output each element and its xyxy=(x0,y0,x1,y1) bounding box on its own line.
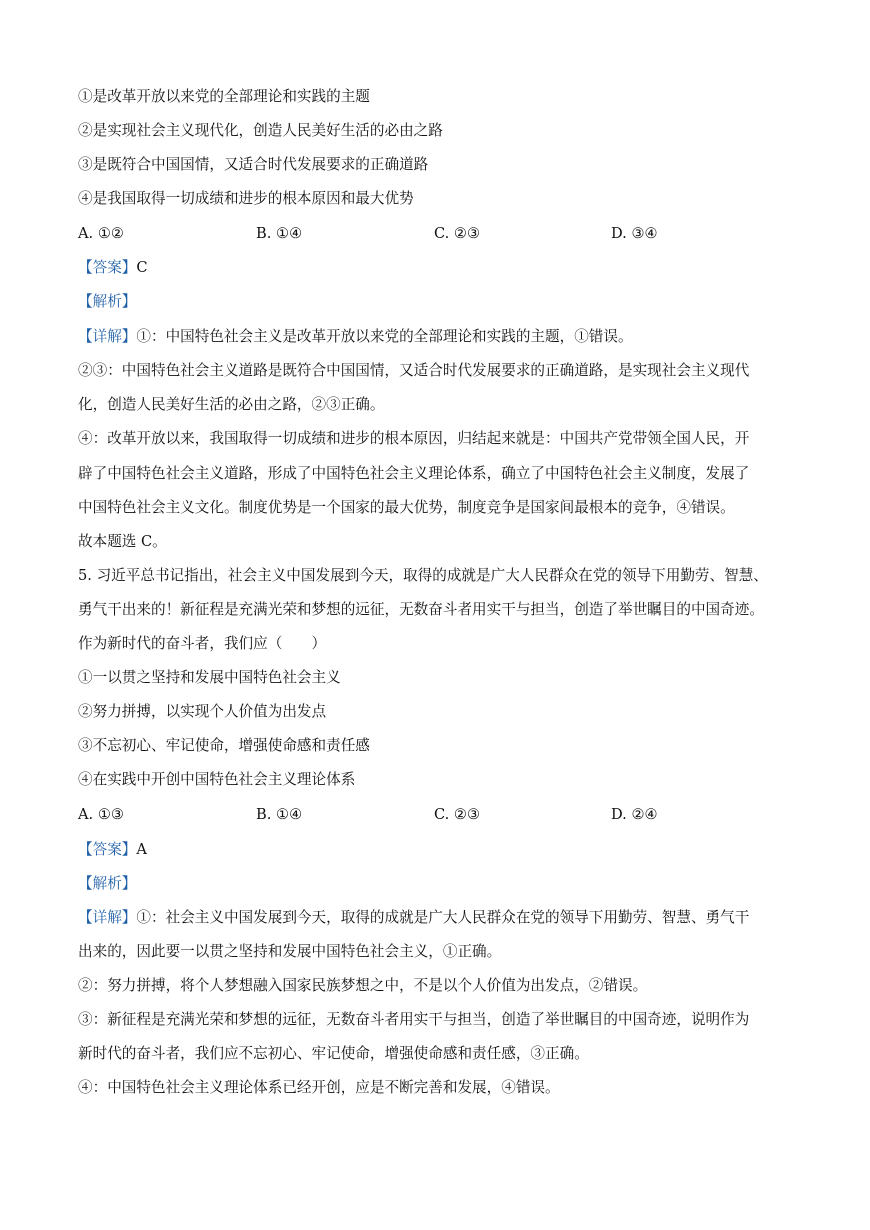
q5-detail-line-3: ②：努力拼搏，将个人梦想融入国家民族梦想之中，不是以个人价值为出发点，②错误。 xyxy=(78,977,648,994)
answer-tag: 【答案】 xyxy=(78,259,137,276)
q4-item-2: ②是实现社会主义现代化，创造人民美好生活的必由之路 xyxy=(78,122,443,139)
analysis-tag: 【解析】 xyxy=(78,875,137,892)
q5-item-3: ③不忘初心、牢记使命，增强使命感和责任感 xyxy=(78,737,370,754)
q4-detail-line-5: 辟了中国特色社会主义道路，形成了中国特色社会主义理论体系，确立了中国特色社会主义制度，发展了 xyxy=(78,465,750,482)
q5-analysis-heading xyxy=(78,874,136,894)
q4-option-a: A. ①② xyxy=(78,225,124,242)
q4-item-3: ③是既符合中国国情，又适合时代发展要求的正确道路 xyxy=(78,156,429,173)
q4-option-d: D. ③④ xyxy=(611,225,658,242)
q5-item-2: ②努力拼搏，以实现个人价值为出发点 xyxy=(78,703,327,720)
q4-conclusion: 故本题选 C。 xyxy=(78,533,167,550)
q5-detail-line-6: ④：中国特色社会主义理论体系已经开创，应是不断完善和发展，④错误。 xyxy=(78,1079,560,1096)
q4-detail-line-3: 化，创造人民美好生活的必由之路，②③正确。 xyxy=(78,396,385,413)
q5-detail-line-5: 新时代的奋斗者，我们应不忘初心、牢记使命，增强使命感和责任感，③正确。 xyxy=(78,1045,589,1062)
q5-stem-line-3: 作为新时代的奋斗者，我们应（ ） xyxy=(78,635,327,652)
q5-option-c: C. ②③ xyxy=(434,806,481,823)
q4-item-4: ④是我国取得一切成绩和进步的根本原因和最大优势 xyxy=(78,190,414,207)
answer-tag: 【答案】 xyxy=(78,841,137,858)
q4-option-b: B. ①④ xyxy=(256,225,303,242)
q4-detail-line-1 xyxy=(78,327,633,347)
q4-detail-line-2: ②③：中国特色社会主义道路是既符合中国国情，又适合时代发展要求的正确道路，是实现社会主义现代 xyxy=(78,362,750,379)
q5-detail-line-4: ③：新征程是充满光荣和梦想的远征，无数奋斗者用实干与担当，创造了举世瞩目的中国奇迹，说明作为 xyxy=(78,1011,750,1028)
q5-option-a: A. ①③ xyxy=(78,806,124,823)
answer-value: C xyxy=(136,259,148,276)
q4-option-c: C. ②③ xyxy=(434,225,481,242)
q5-item-1: ①一以贯之坚持和发展中国特色社会主义 xyxy=(78,669,341,686)
q4-item-1: ①是改革开放以来党的全部理论和实践的主题 xyxy=(78,88,370,105)
q4-answer xyxy=(78,258,148,278)
q5-option-d: D. ②④ xyxy=(611,806,658,823)
q4-analysis-heading xyxy=(78,292,136,312)
q5-stem-line-1: 5. 习近平总书记指出，社会主义中国发展到今天，取得的成就是广大人民群众在党的领导下用勤劳、智慧、 xyxy=(78,567,768,584)
detail-tag: 【详解】 xyxy=(78,909,137,926)
analysis-tag: 【解析】 xyxy=(78,293,137,310)
q5-item-4: ④在实践中开创中国特色社会主义理论体系 xyxy=(78,771,356,788)
answer-value: A xyxy=(136,841,147,858)
detail-tag: 【详解】 xyxy=(78,328,137,345)
q5-detail-line-2: 出来的，因此要一以贯之坚持和发展中国特色社会主义，①正确。 xyxy=(78,943,502,960)
q5-detail-line-1 xyxy=(78,908,749,928)
q4-detail-line-6: 中国特色社会主义文化。制度优势是一个国家的最大优势，制度竞争是国家间最根本的竞争，④错误。 xyxy=(78,499,735,516)
q5-option-b: B. ①④ xyxy=(256,806,303,823)
q4-detail-line-4: ④：改革开放以来，我国取得一切成绩和进步的根本原因，归结起来就是：中国共产党带领全国人民，开 xyxy=(78,430,750,447)
q5-stem-line-2: 勇气干出来的！新征程是充满光荣和梦想的远征，无数奋斗者用实干与担当，创造了举世瞩目的中国奇迹。 xyxy=(78,601,764,618)
q5-answer xyxy=(78,840,147,860)
detail-text: ①：社会主义中国发展到今天，取得的成就是广大人民群众在党的领导下用勤劳、智慧、勇气干 xyxy=(136,909,750,926)
detail-text: ①：中国特色社会主义是改革开放以来党的全部理论和实践的主题，①错误。 xyxy=(136,328,633,345)
